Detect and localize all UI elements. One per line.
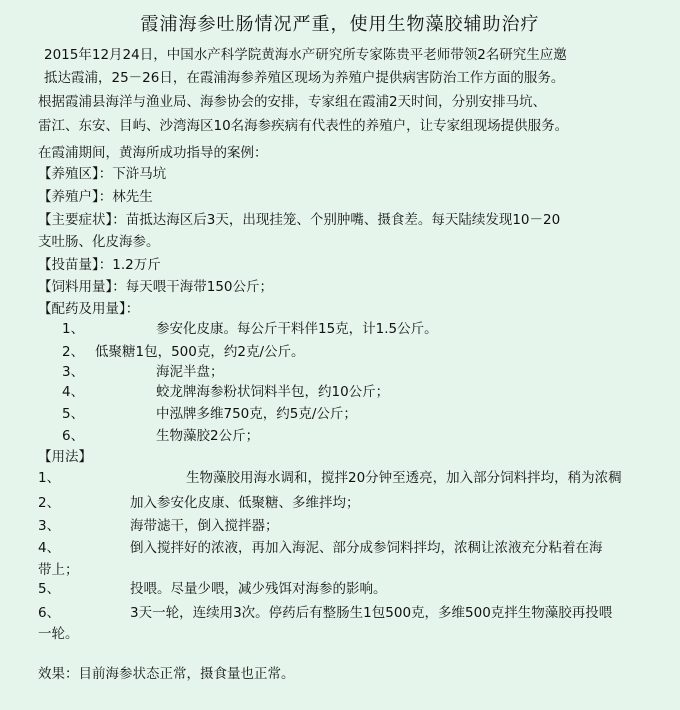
- formula-item: 参安化皮康。每公斤干料伴15克，计1.5公斤。: [156, 321, 438, 337]
- seed-amount: 【投苗量】：1.2万斤: [38, 257, 161, 273]
- usage-item-continued: 一轮。: [38, 626, 79, 642]
- formula-item: 中泓牌多维750克，约5克/公斤；: [156, 406, 357, 422]
- usage-item: 加入参安化皮康、低聚糖、多维拌均；: [130, 495, 360, 511]
- intro-line-3: 根据霞浦县海洋与渔业局、海参协会的安排，专家组在霞浦2天时间，分别安排马坑、: [38, 94, 547, 110]
- formula-heading: 【配药及用量】：: [38, 301, 140, 317]
- usage-number: 4、: [38, 540, 61, 556]
- feed-amount: 【饲料用量】：每天喂干海带150公斤；: [38, 279, 274, 295]
- usage-number: 3、: [38, 518, 61, 534]
- usage-number: 2、: [38, 495, 61, 511]
- usage-heading: 【用法】: [38, 449, 92, 465]
- farmer: 【养殖户】：林先生: [38, 189, 153, 205]
- formula-number: 5、: [62, 406, 85, 422]
- usage-item: 倒入搅拌好的浓液，再加入海泥、部分成参饲料拌均，浓稠让浓液充分粘着在海: [130, 540, 603, 556]
- article-title: 霞浦海参吐肠情况严重，使用生物藻胶辅助治疗: [140, 14, 540, 35]
- farm-area: 【养殖区】：下浒马坑: [38, 166, 167, 182]
- formula-number: 1、: [62, 321, 85, 337]
- intro-line-1: 2015年12月24日，中国水产科学院黄海水产研究所专家陈贵平老师带领2名研究生应邀: [44, 47, 567, 63]
- formula-item: 蛟龙牌海参粉状饲料半包，约10公斤；: [156, 384, 390, 400]
- intro-line-2: 抵达霞浦，25－26日，在霞浦海参养殖区现场为养殖户提供病害防治工作方面的服务。: [44, 70, 565, 86]
- formula-item: 低聚糖1包，500克，约2克/公斤。: [95, 344, 305, 360]
- case-intro: 在霞浦期间，黄海所成功指导的案例：: [38, 145, 268, 161]
- usage-item: 投喂。尽量少喂，减少残饵对海参的影响。: [130, 581, 387, 597]
- usage-item: 海带滤干，倒入搅拌器；: [130, 518, 279, 534]
- symptom-line-1: 【主要症状】：苗抵达海区后3天，出现挂笼、个别肿嘴、摄食差。每天陆续发现10－20: [38, 212, 561, 228]
- usage-item: 3天一轮，连续用3次。停药后有整肠生1包500克，多维500克拌生物藻胶再投喂: [130, 605, 613, 621]
- effect-text: 效果：目前海参状态正常，摄食量也正常。: [38, 666, 295, 682]
- symptom-line-2: 支吐肠、化皮海参。: [38, 234, 160, 250]
- usage-number: 6、: [38, 605, 61, 621]
- formula-number: 4、: [62, 384, 85, 400]
- usage-number: 5、: [38, 581, 61, 597]
- intro-line-4: 雷江、东安、目屿、沙湾海区10名海参疾病有代表性的养殖户，让专家组现场提供服务。: [38, 118, 569, 134]
- usage-number: 1、: [38, 470, 61, 486]
- formula-number: 2、: [62, 344, 85, 360]
- usage-item-continued: 带上；: [38, 562, 79, 578]
- formula-item: 生物藻胶2公斤；: [156, 428, 260, 444]
- formula-number: 6、: [62, 428, 85, 444]
- formula-number: 3、: [62, 364, 85, 380]
- formula-item: 海泥半盘；: [156, 364, 224, 380]
- usage-item: 生物藻胶用海水调和，搅拌20分钟至透亮，加入部分饲料拌均，稍为浓稠: [186, 470, 622, 486]
